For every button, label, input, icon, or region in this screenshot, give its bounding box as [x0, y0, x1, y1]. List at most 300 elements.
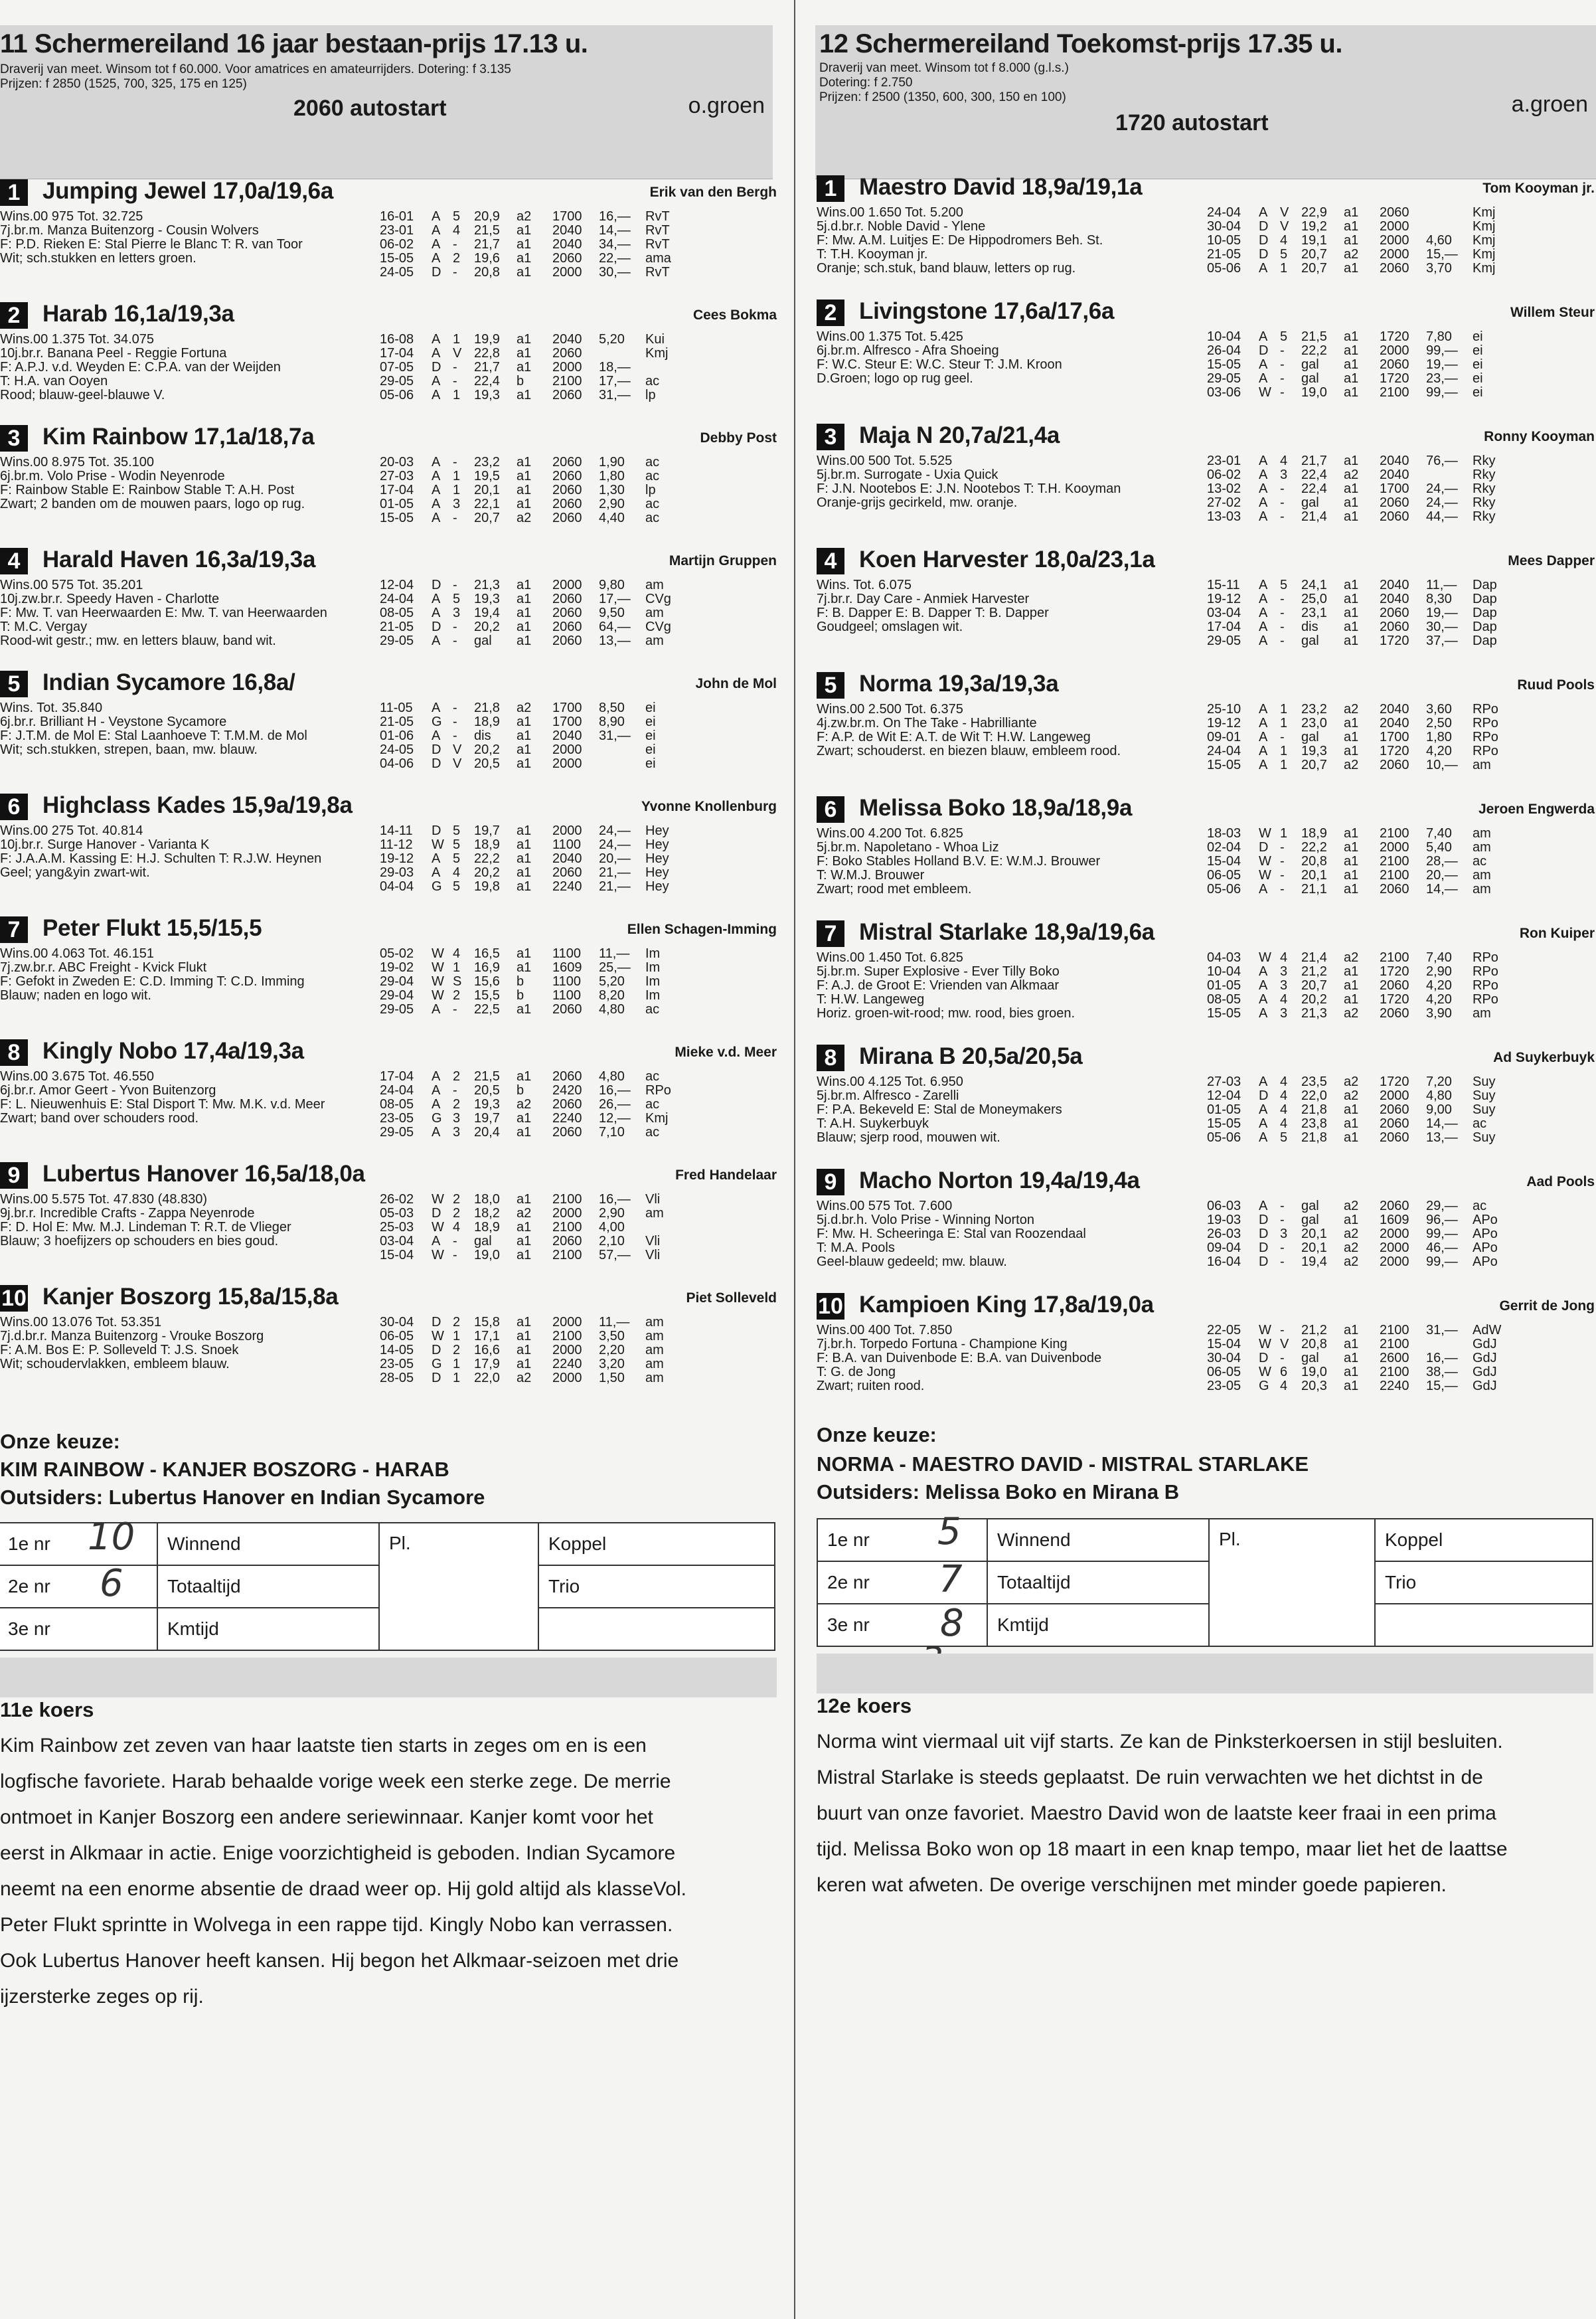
horse-entry	[817, 1169, 1595, 1282]
result-cell: 5,20	[599, 332, 625, 347]
koers-line: Mistral Starlake is steeds geplaatst. De ruin verwachten we het dichtst in de	[817, 1766, 1483, 1788]
result-row	[380, 989, 698, 1003]
result-cell: A	[432, 388, 441, 402]
horse-info	[817, 1075, 1062, 1145]
result-cell: 04-03	[1207, 950, 1241, 965]
result-cell: W	[1259, 385, 1271, 400]
result-cell: 1720	[1380, 744, 1409, 758]
result-row	[1207, 1089, 1526, 1103]
horse-info-line: F: J.A.A.M. Kassing E: H.J. Schulten T: R.J.W. Heynen	[0, 851, 322, 866]
result-cell: A	[432, 511, 441, 525]
result-cell: A	[1259, 509, 1268, 524]
horse-results	[1207, 951, 1526, 1021]
horse-number: 4	[817, 548, 844, 574]
bet-pl[interactable]: Pl.	[379, 1523, 538, 1650]
result-cell: 24,—	[1426, 495, 1458, 510]
result-cell: 15-05	[1207, 1006, 1241, 1021]
result-cell: Im	[645, 974, 661, 989]
result-cell: APo	[1473, 1241, 1498, 1255]
result-cell: 5	[453, 592, 461, 606]
result-cell: am	[1473, 882, 1491, 897]
result-cell: 21,7	[1301, 454, 1327, 468]
result-row	[380, 961, 698, 975]
result-cell: a2	[517, 1371, 532, 1385]
horse-number: 9	[817, 1169, 844, 1195]
result-cell: 9,80	[599, 578, 625, 592]
horse-info-line: Wins.00 400 Tot. 7.850	[817, 1323, 953, 1337]
result-cell: 7,80	[1426, 329, 1452, 344]
result-cell: W	[432, 1248, 444, 1262]
horse-name: Kim Rainbow 17,1a/18,7a	[42, 424, 315, 450]
result-cell: 06-05	[1207, 868, 1241, 883]
result-cell: A	[1259, 454, 1268, 468]
result-cell: Suy	[1473, 1088, 1496, 1103]
result-cell: 12-04	[1207, 1088, 1241, 1103]
result-cell: 31,—	[599, 388, 631, 402]
result-row	[380, 715, 698, 729]
result-cell: 23,5	[1301, 1074, 1327, 1089]
result-cell: 21,8	[474, 701, 500, 715]
result-cell: 2060	[552, 865, 582, 880]
result-cell: 20,—	[599, 851, 631, 866]
horse-info-line: Zwart; 2 banden om de mouwen paars, logo op rug.	[0, 497, 305, 511]
result-cell: 15,5	[474, 988, 500, 1003]
horse-info-line: 4j.zw.br.m. On The Take - Habrilliante	[817, 716, 1037, 730]
result-row	[380, 975, 698, 989]
result-cell: 2	[453, 1097, 461, 1112]
result-cell: a1	[1344, 840, 1359, 855]
result-cell: 20,7	[474, 511, 500, 525]
result-cell: Im	[645, 946, 661, 961]
result-cell: 2100	[1380, 385, 1409, 400]
horse-results	[380, 1070, 698, 1140]
result-cell: 19,0	[1301, 385, 1327, 400]
horse-info-line: 7j.d.br.r. Manza Buitenzorg - Vrouke Boszorg	[0, 1329, 264, 1343]
result-cell: 20,7	[1301, 247, 1327, 262]
result-cell: 8,20	[599, 988, 625, 1003]
result-cell: 1100	[552, 974, 582, 989]
result-cell: V	[453, 742, 462, 757]
bet-empty[interactable]	[538, 1608, 775, 1650]
horse-info-line: T: H.W. Langeweg	[817, 992, 925, 1007]
result-cell: 4	[453, 223, 461, 238]
result-cell: 23-01	[380, 223, 414, 238]
result-cell: 24,—	[1426, 481, 1458, 496]
horse-number: 3	[817, 424, 844, 450]
result-cell: A	[1259, 1116, 1268, 1131]
result-cell: 1	[1280, 716, 1288, 730]
result-cell: 23,2	[1301, 702, 1327, 717]
horse-entry	[0, 1285, 777, 1398]
result-cell: Dap	[1473, 620, 1497, 634]
result-cell: A	[1259, 1130, 1268, 1145]
result-cell: a1	[517, 729, 532, 743]
result-row	[1207, 206, 1526, 220]
result-cell: A	[1259, 261, 1268, 276]
result-cell: 22,4	[1301, 468, 1327, 482]
race-12-bet-form	[817, 1518, 1593, 1647]
result-cell: 4,00	[599, 1220, 625, 1235]
result-cell: ei	[1473, 329, 1483, 344]
result-cell: D	[432, 360, 441, 375]
result-cell: 5,20	[599, 974, 625, 989]
result-cell: 23-05	[1207, 1379, 1241, 1393]
result-cell: 21,8	[1301, 1130, 1327, 1145]
horse-info-line: Wins.00 4.125 Tot. 6.950	[817, 1074, 963, 1089]
horse-driver: Gerrit de Jong	[1499, 1298, 1595, 1314]
result-cell: gal	[1301, 495, 1319, 510]
result-cell: 08-05	[380, 1097, 414, 1112]
horse-info-line: Wins.00 13.076 Tot. 53.351	[0, 1315, 162, 1330]
result-cell: Dap	[1473, 578, 1497, 592]
race-11-outsiders: Outsiders: Lubertus Hanover en Indian Sycamore	[0, 1486, 485, 1509]
horse-results	[1207, 206, 1526, 276]
result-cell: 2060	[552, 511, 582, 525]
result-cell: -	[1280, 509, 1285, 524]
race-12-title: 12 Schermereiland Toekomst-prijs 17.35 u.	[819, 29, 1342, 58]
result-cell: -	[1280, 371, 1285, 386]
result-cell: 34,—	[599, 237, 631, 252]
result-cell: 21,3	[1301, 1006, 1327, 1021]
result-cell: D	[1259, 1351, 1269, 1365]
result-cell: RPo	[1473, 716, 1498, 730]
horse-name: Macho Norton 19,4a/19,4a	[859, 1167, 1140, 1193]
result-cell: 3	[1280, 978, 1288, 993]
result-cell: 26-04	[1207, 343, 1241, 358]
result-cell: A	[432, 237, 441, 252]
race-11-koers-lines	[0, 1728, 686, 2015]
result-row	[380, 388, 698, 402]
result-cell: a1	[517, 1125, 532, 1140]
result-cell: -	[1280, 357, 1285, 372]
horse-entry	[0, 548, 777, 661]
result-cell: am	[1473, 840, 1491, 855]
horse-entry	[817, 672, 1595, 785]
result-cell: 2040	[552, 237, 582, 252]
horse-info-line: F: P.A. Bekeveld E: Stal de Moneymakers	[817, 1102, 1062, 1117]
result-cell: 2040	[1380, 454, 1409, 468]
horse-info-line: Oranje; sch.stuk, band blauw, letters op rug.	[817, 261, 1076, 276]
result-cell: 2040	[552, 332, 582, 347]
result-cell: 1700	[552, 209, 582, 224]
horse-name: Koen Harvester 18,0a/23,1a	[859, 547, 1155, 572]
result-cell: RPo	[1473, 702, 1498, 717]
result-cell: 14-05	[380, 1343, 414, 1357]
result-cell: RvT	[645, 209, 670, 224]
result-cell: 2000	[552, 265, 582, 280]
result-cell: 96,—	[1426, 1213, 1458, 1227]
race-12-koers-title: 12e koers	[817, 1694, 912, 1717]
result-cell: Dap	[1473, 592, 1497, 606]
result-cell: 21,—	[599, 879, 631, 894]
result-row	[1207, 386, 1526, 400]
result-cell: ei	[645, 701, 656, 715]
result-cell: 29-05	[380, 374, 414, 388]
result-cell: V	[1280, 219, 1289, 234]
result-cell: 1	[1280, 758, 1288, 772]
result-cell: 4,20	[1426, 978, 1452, 993]
result-cell: 23,0	[1301, 716, 1327, 730]
result-cell: 57,—	[599, 1248, 631, 1262]
horse-info	[817, 330, 1062, 386]
result-cell: 99,—	[1426, 385, 1458, 400]
result-row	[380, 1221, 698, 1235]
result-cell: GdJ	[1473, 1351, 1497, 1365]
result-cell: 23,8	[1301, 1116, 1327, 1131]
result-cell: -	[453, 620, 457, 634]
result-cell: 76,—	[1426, 454, 1458, 468]
result-cell: 05-06	[1207, 882, 1241, 897]
result-cell: 01-05	[1207, 978, 1241, 993]
bet-koppel[interactable]: Koppel	[538, 1523, 775, 1565]
horse-number: 5	[817, 672, 844, 699]
result-cell: A	[1259, 592, 1268, 606]
result-cell: a1	[1344, 481, 1359, 496]
result-cell: a1	[1344, 606, 1359, 620]
result-cell: 14-11	[380, 823, 413, 838]
result-cell: 25-10	[1207, 702, 1241, 717]
result-cell: ei	[645, 756, 656, 771]
result-row	[380, 701, 698, 715]
result-cell: 22,4	[1301, 481, 1327, 496]
horse-number: 8	[0, 1039, 28, 1066]
result-cell: 24-04	[1207, 205, 1241, 220]
result-cell: A	[1259, 1199, 1268, 1213]
result-cell: b	[517, 974, 524, 989]
result-cell: a1	[1344, 854, 1359, 869]
result-cell: 3	[453, 497, 461, 511]
horse-driver: Fred Handelaar	[675, 1167, 777, 1183]
result-cell: 2	[453, 988, 461, 1003]
result-row	[1207, 1379, 1526, 1393]
result-row	[1207, 730, 1526, 744]
result-cell: ac	[645, 497, 660, 511]
result-cell: 7,20	[1426, 1074, 1452, 1089]
result-cell: 20-03	[380, 455, 414, 470]
bet-winnend[interactable]: Winnend	[157, 1523, 379, 1565]
result-cell: 2000	[552, 1206, 582, 1221]
horse-info-line: Oranje-grijs gecirkeld, mw. oranje.	[817, 495, 1018, 510]
result-cell: 2040	[1380, 592, 1409, 606]
result-cell: 16-08	[380, 332, 414, 347]
horse-info-line: 6j.br.m. Alfresco - Afra Shoeing	[817, 343, 999, 358]
result-cell: D	[1259, 840, 1269, 855]
result-cell: 20,1	[1301, 868, 1327, 883]
result-row	[380, 634, 698, 648]
result-cell: 19,4	[474, 606, 500, 620]
result-cell: 99,—	[1426, 1254, 1458, 1269]
result-cell: A	[432, 1234, 441, 1248]
result-cell: 18,9	[1301, 826, 1327, 841]
result-cell: a1	[1344, 826, 1359, 841]
horse-driver: Ron Kuiper	[1519, 926, 1595, 941]
result-cell: 2000	[1380, 840, 1409, 855]
race-12-choice-label: Onze keuze:	[817, 1423, 937, 1446]
result-cell: 29-05	[380, 634, 414, 648]
result-cell: 4	[453, 1220, 461, 1235]
result-cell: 2060	[552, 497, 582, 511]
horse-info-line: Wit; sch.stukken en letters groen.	[0, 251, 197, 266]
horse-entry	[0, 425, 777, 538]
result-cell: RvT	[645, 265, 670, 280]
result-cell: 2000	[552, 1343, 582, 1357]
result-cell: A	[1259, 329, 1268, 344]
result-cell: 23,1	[1301, 606, 1327, 620]
result-cell: 29-05	[1207, 371, 1241, 386]
result-cell: a1	[517, 1220, 532, 1235]
result-cell: a1	[1344, 882, 1359, 897]
result-cell: 21-05	[380, 620, 414, 634]
horse-info-line: 6j.br.r. Brilliant H - Veystone Sycamore	[0, 715, 227, 729]
result-cell: Kmj	[1473, 219, 1496, 234]
horse-name: Kampioen King 17,8a/19,0a	[859, 1292, 1154, 1318]
result-cell: 15-05	[1207, 1116, 1241, 1131]
horse-name: Highclass Kades 15,9a/19,8a	[42, 792, 353, 818]
result-cell: 37,—	[1426, 634, 1458, 648]
result-cell: 2060	[552, 388, 582, 402]
result-cell: -	[1280, 343, 1285, 358]
result-cell: a1	[517, 946, 532, 961]
result-cell: -	[1280, 606, 1285, 620]
result-cell: a1	[1344, 730, 1359, 744]
horse-info-line: F: B.A. van Duivenbode E: B.A. van Duivenbode	[817, 1351, 1102, 1365]
result-cell: 2040	[552, 729, 582, 743]
result-cell: 20,3	[1301, 1379, 1327, 1393]
bet-trio[interactable]: Trio	[538, 1565, 775, 1608]
horse-info	[0, 333, 281, 402]
result-cell: 22,2	[1301, 840, 1327, 855]
result-cell: ac	[1473, 1116, 1487, 1131]
horse-info-line: Wins.00 1.375 Tot. 5.425	[817, 329, 963, 344]
result-row	[380, 266, 698, 280]
result-row	[1207, 262, 1526, 276]
result-cell: -	[1280, 481, 1285, 496]
bet-empty[interactable]	[1375, 1604, 1593, 1646]
result-row	[380, 361, 698, 375]
result-cell: G	[432, 1111, 442, 1126]
result-cell: 2,10	[599, 1234, 625, 1248]
result-cell: 22,2	[1301, 343, 1327, 358]
result-cell: 07-05	[380, 360, 414, 375]
result-cell: a2	[1344, 1088, 1359, 1103]
result-cell: A	[1259, 495, 1268, 510]
horse-info-line: 10j.zw.br.r. Speedy Haven - Charlotte	[0, 592, 220, 606]
result-row	[1207, 1117, 1526, 1131]
result-cell: 13,—	[1426, 1130, 1458, 1145]
result-cell: A	[1259, 205, 1268, 220]
result-cell: 16-01	[380, 209, 414, 224]
result-row	[1207, 482, 1526, 496]
horse-info	[0, 1070, 325, 1126]
result-cell: 2	[453, 1206, 461, 1221]
horse-info-line: Blauw; sjerp rood, mouwen wit.	[817, 1130, 1000, 1145]
result-cell: -	[453, 1083, 457, 1098]
horse-info-line: 5j.br.m. Super Explosive - Ever Tilly Boko	[817, 964, 1060, 979]
result-cell: ac	[645, 1125, 660, 1140]
horse-entry	[0, 179, 777, 292]
result-cell: am	[1473, 868, 1491, 883]
result-cell: 30,—	[599, 265, 631, 280]
result-cell: 2040	[1380, 716, 1409, 730]
result-cell: a1	[1344, 992, 1359, 1007]
result-cell: a1	[517, 223, 532, 238]
result-cell: a1	[517, 1111, 532, 1126]
bet-pl[interactable]: Pl.	[1209, 1519, 1375, 1646]
result-cell: Hey	[645, 823, 669, 838]
bet-koppel[interactable]: Koppel	[1375, 1519, 1593, 1561]
result-cell: 2100	[1380, 868, 1409, 883]
result-cell: 1	[1280, 702, 1288, 717]
result-cell: 08-05	[1207, 992, 1241, 1007]
bet-trio[interactable]: Trio	[1375, 1561, 1593, 1604]
result-cell: Suy	[1473, 1102, 1496, 1117]
result-cell: ac	[645, 374, 660, 388]
horse-results	[1207, 578, 1526, 648]
bet-winnend[interactable]: Winnend	[987, 1519, 1209, 1561]
result-cell: A	[1259, 1006, 1268, 1021]
result-cell: a1	[1344, 205, 1359, 220]
result-cell: 2060	[552, 1002, 582, 1017]
result-cell: 16-04	[1207, 1254, 1241, 1269]
result-row	[380, 238, 698, 252]
result-cell: -	[1280, 868, 1285, 883]
result-cell: A	[432, 346, 441, 361]
bet-totaaltijd[interactable]: Totaaltijd	[987, 1561, 1209, 1604]
result-cell: 2060	[1380, 758, 1409, 772]
bet-kmtijd[interactable]: Kmtijd	[987, 1604, 1209, 1646]
result-cell: 14,—	[1426, 1116, 1458, 1131]
result-cell: 1700	[1380, 730, 1409, 744]
result-cell: a1	[517, 1315, 532, 1330]
bet-totaaltijd[interactable]: Totaaltijd	[157, 1565, 379, 1608]
result-cell: a1	[517, 1329, 532, 1343]
horse-results	[380, 210, 698, 280]
result-cell: D	[432, 265, 441, 280]
bet-kmtijd[interactable]: Kmtijd	[157, 1608, 379, 1650]
result-row	[1207, 869, 1526, 883]
result-cell: 2060	[1380, 620, 1409, 634]
result-cell: 1700	[552, 715, 582, 729]
result-cell: 3	[1280, 468, 1288, 482]
result-cell: 22,—	[599, 251, 631, 266]
race-12-prizes: Prijzen: f 2500 (1350, 600, 300, 150 en 100)	[819, 90, 1066, 104]
result-cell: 16,—	[599, 209, 631, 224]
result-cell: am	[645, 1315, 664, 1330]
result-cell: 3,70	[1426, 261, 1452, 276]
result-cell: 19,8	[474, 879, 500, 894]
result-cell: 4	[1280, 1379, 1288, 1393]
result-cell: A	[1259, 357, 1268, 372]
result-cell: 2	[453, 251, 461, 266]
result-cell: 19,3	[474, 1097, 500, 1112]
horse-info	[817, 206, 1103, 276]
koers-line: tijd. Melissa Boko won op 18 maart in een knap tempo, maar liet het de laattse	[817, 1838, 1508, 1860]
horse-name: Maestro David 18,9a/19,1a	[859, 174, 1143, 200]
result-cell: A	[432, 592, 441, 606]
horse-name: Kanjer Boszorg 15,8a/15,8a	[42, 1284, 339, 1310]
result-row	[380, 1330, 698, 1343]
result-cell: 18,0	[474, 1192, 500, 1207]
result-cell: 16,—	[599, 1083, 631, 1098]
result-cell: 19-02	[380, 960, 414, 975]
result-cell: 2060	[1380, 1130, 1409, 1145]
result-row	[380, 210, 698, 224]
result-row	[1207, 358, 1526, 372]
result-cell: a1	[1344, 716, 1359, 730]
result-cell: 19,9	[474, 332, 500, 347]
result-cell: -	[453, 578, 457, 592]
race-12-outsiders: Outsiders: Melissa Boko en Mirana B	[817, 1480, 1180, 1503]
